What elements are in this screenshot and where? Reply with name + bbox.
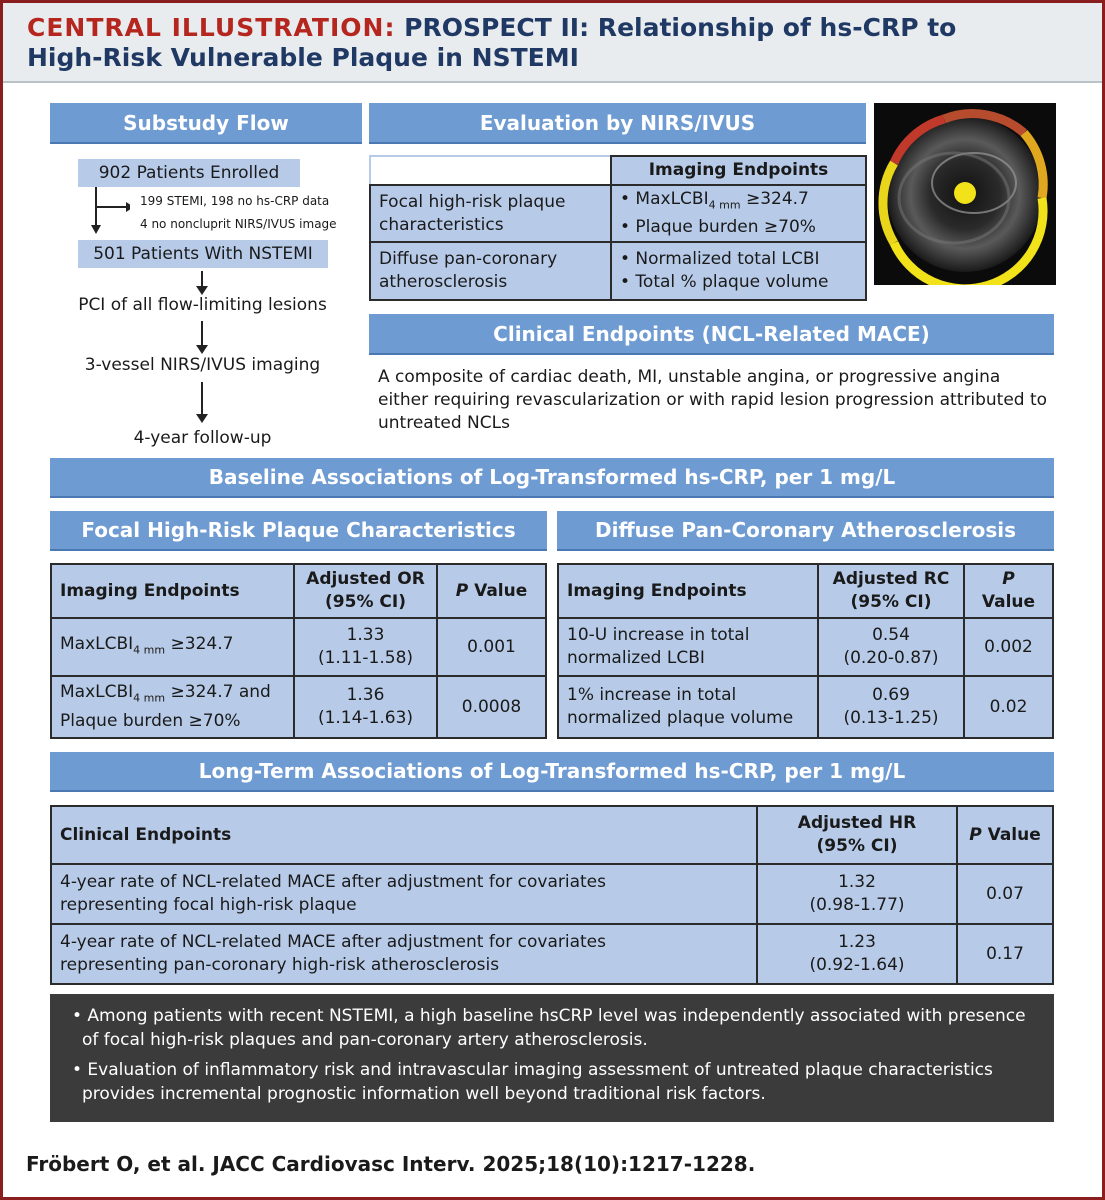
page-title: [27, 13, 1078, 43]
clinical-endpoints-header: Clinical Endpoints (NCL-Related MACE): [369, 314, 1054, 355]
diffuse-r2-est: 0.69: [872, 685, 910, 705]
focal-r2-rest: ≥324.7 and: [165, 682, 271, 703]
longterm-r1-endpoint: [51, 864, 757, 924]
focal-r2-or: [294, 676, 437, 738]
summary-box: [50, 994, 1054, 1122]
focal-col-or-ci: (95% CI): [325, 592, 406, 612]
focal-r2-p: 0.0008: [437, 676, 546, 738]
focal-r2-base: MaxLCBI: [60, 682, 134, 703]
diffuse-r1-l1: 10-U increase in total: [567, 625, 750, 645]
longterm-r2-l2: representing pan-coronary high-risk atherosclerosis: [60, 955, 500, 975]
diffuse-header: Diffuse Pan-Coronary Atherosclerosis: [557, 511, 1054, 551]
table-row: [51, 676, 546, 738]
plaque-burden-text: • Plaque burden ≥70%: [620, 217, 816, 238]
evaluation-col-header: Imaging Endpoints: [611, 156, 866, 185]
focal-r1-or: [294, 618, 437, 676]
diffuse-r1-l2: normalized LCBI: [567, 648, 705, 668]
focal-r2-line2: Plaque burden ≥70%: [60, 710, 241, 731]
flow-step-imaging: 3-vessel NIRS/IVUS imaging: [84, 355, 321, 375]
evaluation-row-diffuse: Diffuse pan-coronary atherosclerosis: [370, 242, 611, 300]
maxlcbi-sub: 4 mm: [708, 198, 741, 212]
focal-r1-ci: (1.11-1.58): [317, 648, 414, 668]
focal-col-or: [294, 564, 437, 618]
diffuse-r2-l1: 1% increase in total: [567, 685, 737, 705]
table-row: [51, 924, 1053, 984]
normalized-lcbi-text: • Normalized total LCBI: [620, 249, 820, 270]
diffuse-r1-rc: [818, 618, 964, 676]
flow-arrow-2: [201, 321, 203, 346]
maxlcbi-text: • MaxLCBI: [620, 189, 709, 209]
focal-header: Focal High-Risk Plaque Characteristics: [50, 511, 547, 551]
diffuse-col-p: [964, 564, 1053, 618]
longterm-r1-est: 1.32: [838, 872, 876, 892]
nirs-ivus-image: [874, 103, 1056, 285]
longterm-col-p-italic: P: [969, 824, 982, 845]
diffuse-r1-est: 0.54: [872, 625, 910, 645]
table-row: [558, 618, 1053, 676]
diffuse-col-p-rest: Value: [981, 592, 1036, 612]
focal-col-p: [437, 564, 546, 618]
diffuse-col-rc-ci: (95% CI): [850, 592, 932, 612]
focal-r2-ci: (1.14-1.63): [317, 708, 414, 728]
diffuse-r2-rc: [818, 676, 964, 738]
flow-step-followup: 4-year follow-up: [133, 428, 272, 448]
table-row: [51, 864, 1053, 924]
diffuse-r2-l2: normalized plaque volume: [567, 708, 794, 728]
flow-arrow-3: [201, 382, 203, 415]
maxlcbi-threshold: ≥324.7: [740, 189, 809, 209]
focal-col-p-italic: P: [455, 580, 469, 601]
focal-r1-endpoint: [51, 618, 294, 676]
diffuse-r2-endpoint: [558, 676, 818, 738]
clinical-endpoints-text: A composite of cardiac death, MI, unstable angina, or progressive angina either requiring revascularization or with rapid lesion progression attributed to untreated NCLs: [378, 367, 1048, 433]
baseline-header: Baseline Associations of Log-Transformed hs-CRP, per 1 mg/L: [50, 458, 1054, 498]
diffuse-col-p-italic: P: [1002, 569, 1015, 589]
longterm-col-p-rest: Value: [981, 824, 1041, 845]
citation: Fröbert O, et al. JACC Cardiovasc Interv. 2025;18(10):1217-1228.: [26, 1152, 756, 1176]
focal-table: [50, 563, 547, 739]
focal-col-endpoints: Imaging Endpoints: [51, 564, 294, 618]
focal-r1-p: 0.001: [437, 618, 546, 676]
focal-r2-sub: 4 mm: [133, 691, 166, 705]
diffuse-col-rc-label: Adjusted RC: [832, 569, 950, 589]
longterm-r2-l1: 4-year rate of NCL-related MACE after adjustment for covariates: [60, 932, 606, 952]
focal-r1-rest: ≥324.7: [165, 633, 234, 654]
longterm-r2-ci: (0.92-1.64): [809, 955, 905, 975]
focal-r1-base: MaxLCBI: [60, 633, 134, 654]
evaluation-empty-cell: [370, 156, 611, 185]
title-bar: [3, 3, 1102, 83]
diffuse-col-rc: [818, 564, 964, 618]
longterm-table: [50, 805, 1054, 985]
longterm-r2-hr: [757, 924, 957, 984]
longterm-col-hr: [757, 806, 957, 864]
focal-r1-sub: 4 mm: [133, 643, 166, 657]
title-line2: High-Risk Vulnerable Plaque in NSTEMI: [27, 43, 579, 72]
enrolled-box: 902 Patients Enrolled: [78, 159, 300, 187]
focal-r2-endpoint: [51, 676, 294, 738]
evaluation-focal-endpoints: [611, 185, 866, 242]
evaluation-row-focal: Focal high-risk plaque characteristics: [370, 185, 611, 242]
diffuse-table: [557, 563, 1054, 739]
diffuse-r1-p: 0.002: [964, 618, 1053, 676]
longterm-r1-ci: (0.98-1.77): [809, 895, 905, 915]
diffuse-r1-endpoint: [558, 618, 818, 676]
longterm-col-hr-ci: (95% CI): [816, 836, 898, 856]
longterm-r1-p: 0.07: [957, 864, 1053, 924]
summary-bullet-1: • Among patients with recent NSTEMI, a high baseline hsCRP level was independently associated with presence of focal high-risk plaques and pan-coronary artery atherosclerosis.: [72, 1006, 1026, 1050]
exclusion-text-1: 199 STEMI, 198 no hs-CRP data: [140, 194, 330, 208]
longterm-col-p: [957, 806, 1053, 864]
longterm-r1-hr: [757, 864, 957, 924]
diffuse-r1-ci: (0.20-0.87): [843, 648, 939, 668]
exclusion-text-2: 4 no noncluprit NIRS/IVUS image: [140, 217, 337, 231]
title-line1: PROSPECT II: Relationship of hs-CRP to: [404, 13, 957, 42]
nstemi-box: 501 Patients With NSTEMI: [78, 240, 328, 268]
longterm-r2-p: 0.17: [957, 924, 1053, 984]
plaque-volume-text: • Total % plaque volume: [620, 272, 829, 293]
substudy-flow-header: Substudy Flow: [50, 103, 362, 144]
evaluation-table: [369, 155, 867, 301]
diffuse-r2-ci: (0.13-1.25): [843, 708, 939, 728]
longterm-header: Long-Term Associations of Log-Transformed hs-CRP, per 1 mg/L: [50, 752, 1054, 792]
focal-col-p-rest: Value: [468, 580, 528, 601]
focal-col-or-label: Adjusted OR: [306, 569, 425, 589]
title-label: CENTRAL ILLUSTRATION:: [27, 13, 396, 42]
longterm-col-hr-label: Adjusted HR: [797, 813, 917, 833]
longterm-r2-endpoint: [51, 924, 757, 984]
longterm-r1-l1: 4-year rate of NCL-related MACE after adjustment for covariates: [60, 872, 606, 892]
diffuse-r2-p: 0.02: [964, 676, 1053, 738]
summary-bullet-2: • Evaluation of inflammatory risk and intravascular imaging assessment of untreated plaque characteristics provides incremental prognostic information well beyond traditional risk factors.: [72, 1060, 993, 1104]
table-row: [51, 618, 546, 676]
diffuse-col-endpoints: Imaging Endpoints: [558, 564, 818, 618]
table-row: [558, 676, 1053, 738]
focal-r2-est: 1.36: [346, 685, 385, 705]
exclusion-arrow: [90, 187, 130, 235]
longterm-col-endpoints: Clinical Endpoints: [51, 806, 757, 864]
longterm-r1-l2: representing focal high-risk plaque: [60, 895, 357, 915]
flow-arrow-1: [201, 271, 203, 287]
evaluation-header: Evaluation by NIRS/IVUS: [369, 103, 866, 144]
flow-step-pci: PCI of all flow-limiting lesions: [78, 295, 327, 315]
focal-r1-est: 1.33: [346, 625, 385, 645]
evaluation-diffuse-endpoints: [611, 242, 866, 300]
longterm-r2-est: 1.23: [838, 932, 876, 952]
